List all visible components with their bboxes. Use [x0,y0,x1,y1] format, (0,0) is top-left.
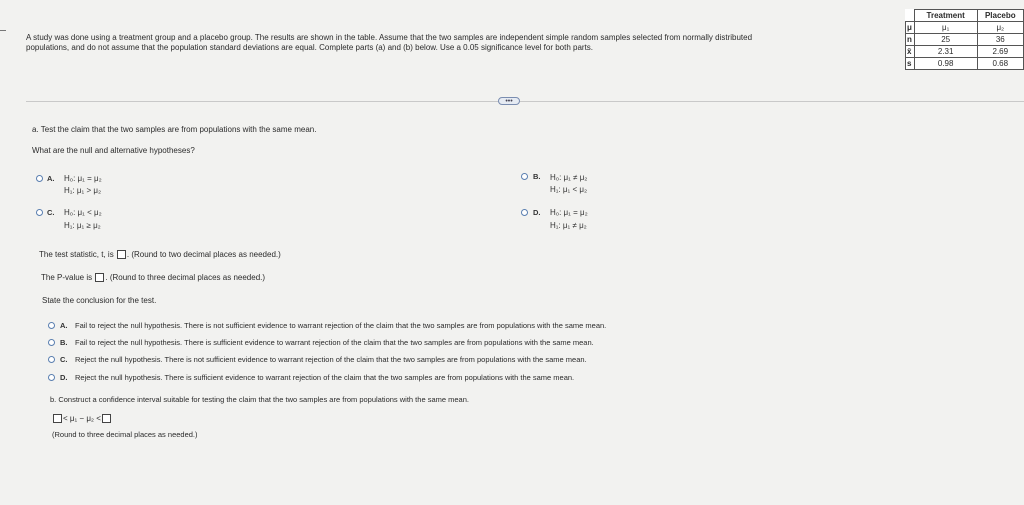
test-statistic-suffix: . (Round to two decimal places as needed.) [126,250,281,259]
left-edge-mark [0,30,6,31]
test-statistic-input[interactable] [117,250,126,259]
option-a-h1: H₁: μ₁ > μ₂ [64,186,102,195]
more-options-button[interactable]: ••• [498,97,520,105]
row-label-n: n [906,34,915,46]
conclusion-a-text: Fail to reject the null hypothesis. There is not sufficient evidence to warrant rejection of the claim that the two samples are from populations with the same mean. [75,321,607,330]
option-c-h0: H₀: μ₁ < μ₂ [64,208,102,217]
p-value-suffix: . (Round to three decimal places as needed.) [105,273,266,282]
part-a-prompt: a. Test the claim that the two samples are from populations with the same mean. [32,125,317,134]
table-row [906,58,1024,70]
cell: 36 [977,34,1023,46]
cell: μ₂ [977,22,1023,34]
radio-conclusion-b[interactable] [48,339,55,346]
cell: 2.69 [977,46,1023,58]
row-label-s: s [906,58,915,70]
row-label-xbar: x̄ [906,46,915,58]
option-letter: C. [60,355,68,364]
option-letter: B. [60,338,68,347]
option-letter: A. [47,174,55,183]
radio-d[interactable] [521,209,528,216]
ci-lower-input[interactable] [53,414,62,423]
conclusion-c-text: Reject the null hypothesis. There is not sufficient evidence to warrant rejection of the claim that the two samples are from populations with the same mean. [75,355,587,364]
cell: μ₁ [914,22,977,34]
p-value-input[interactable] [95,273,104,282]
p-value-line [41,273,265,283]
confidence-interval-line [52,414,112,424]
conclusion-d-text: Reject the null hypothesis. There is sufficient evidence to warrant rejection of the claim that the two samples are from populations with the same mean. [75,373,575,382]
header-treatment: Treatment [914,10,977,22]
test-statistic-prefix: The test statistic, t, is [39,250,114,259]
cell: 25 [914,34,977,46]
table-row [906,46,1024,58]
cell: 2.31 [914,46,977,58]
table-row [906,34,1024,46]
conclusion-b-text: Fail to reject the null hypothesis. There is sufficient evidence to warrant rejection of the claim that the two samples are from populations with the same mean. [75,338,594,347]
option-letter: A. [60,321,68,330]
data-table [905,9,1024,70]
table-row [906,22,1024,34]
cell: 0.68 [977,58,1023,70]
table-header-row [906,10,1024,22]
intro-line-2: populations, and do not assume that the population standard deviations are equal. Complete parts (a) and (b) below. Use a 0.05 significance level for both parts. [26,43,594,52]
option-letter: D. [533,208,541,217]
radio-conclusion-d[interactable] [48,374,55,381]
option-letter: B. [533,172,541,181]
option-letter: C. [47,208,55,217]
ci-upper-input[interactable] [102,414,111,423]
option-d-h0: H₀: μ₁ = μ₂ [550,208,588,217]
option-a-h0: H₀: μ₁ = μ₂ [64,174,102,183]
header-placebo: Placebo [977,10,1023,22]
radio-conclusion-c[interactable] [48,356,55,363]
ci-middle: < μ₁ − μ₂ < [63,414,101,423]
cell: 0.98 [914,58,977,70]
row-label-mu: μ [906,22,915,34]
part-b-note: (Round to three decimal places as needed.) [52,430,198,439]
option-b-h1: H₁: μ₁ < μ₂ [550,185,588,194]
radio-a[interactable] [36,175,43,182]
radio-c[interactable] [36,209,43,216]
hypotheses-question: What are the null and alternative hypotheses? [32,146,195,155]
section-divider [26,101,1024,102]
radio-conclusion-a[interactable] [48,322,55,329]
option-letter: D. [60,373,68,382]
conclusion-prompt: State the conclusion for the test. [42,296,157,305]
option-c-h1: H₁: μ₁ ≥ μ₂ [64,221,101,230]
radio-b[interactable] [521,173,528,180]
intro-line-1: A study was done using a treatment group and a placebo group. The results are shown in the table. Assume that the two samples are independent simple random samples selected from normally distributed [26,33,753,42]
test-statistic-line [39,250,281,260]
p-value-prefix: The P-value is [41,273,93,282]
option-d-h1: H₁: μ₁ ≠ μ₂ [550,221,587,230]
part-b-prompt: b. Construct a confidence interval suitable for testing the claim that the two samples are from populations with the same mean. [50,395,469,404]
option-b-h0: H₀: μ₁ ≠ μ₂ [550,173,588,182]
